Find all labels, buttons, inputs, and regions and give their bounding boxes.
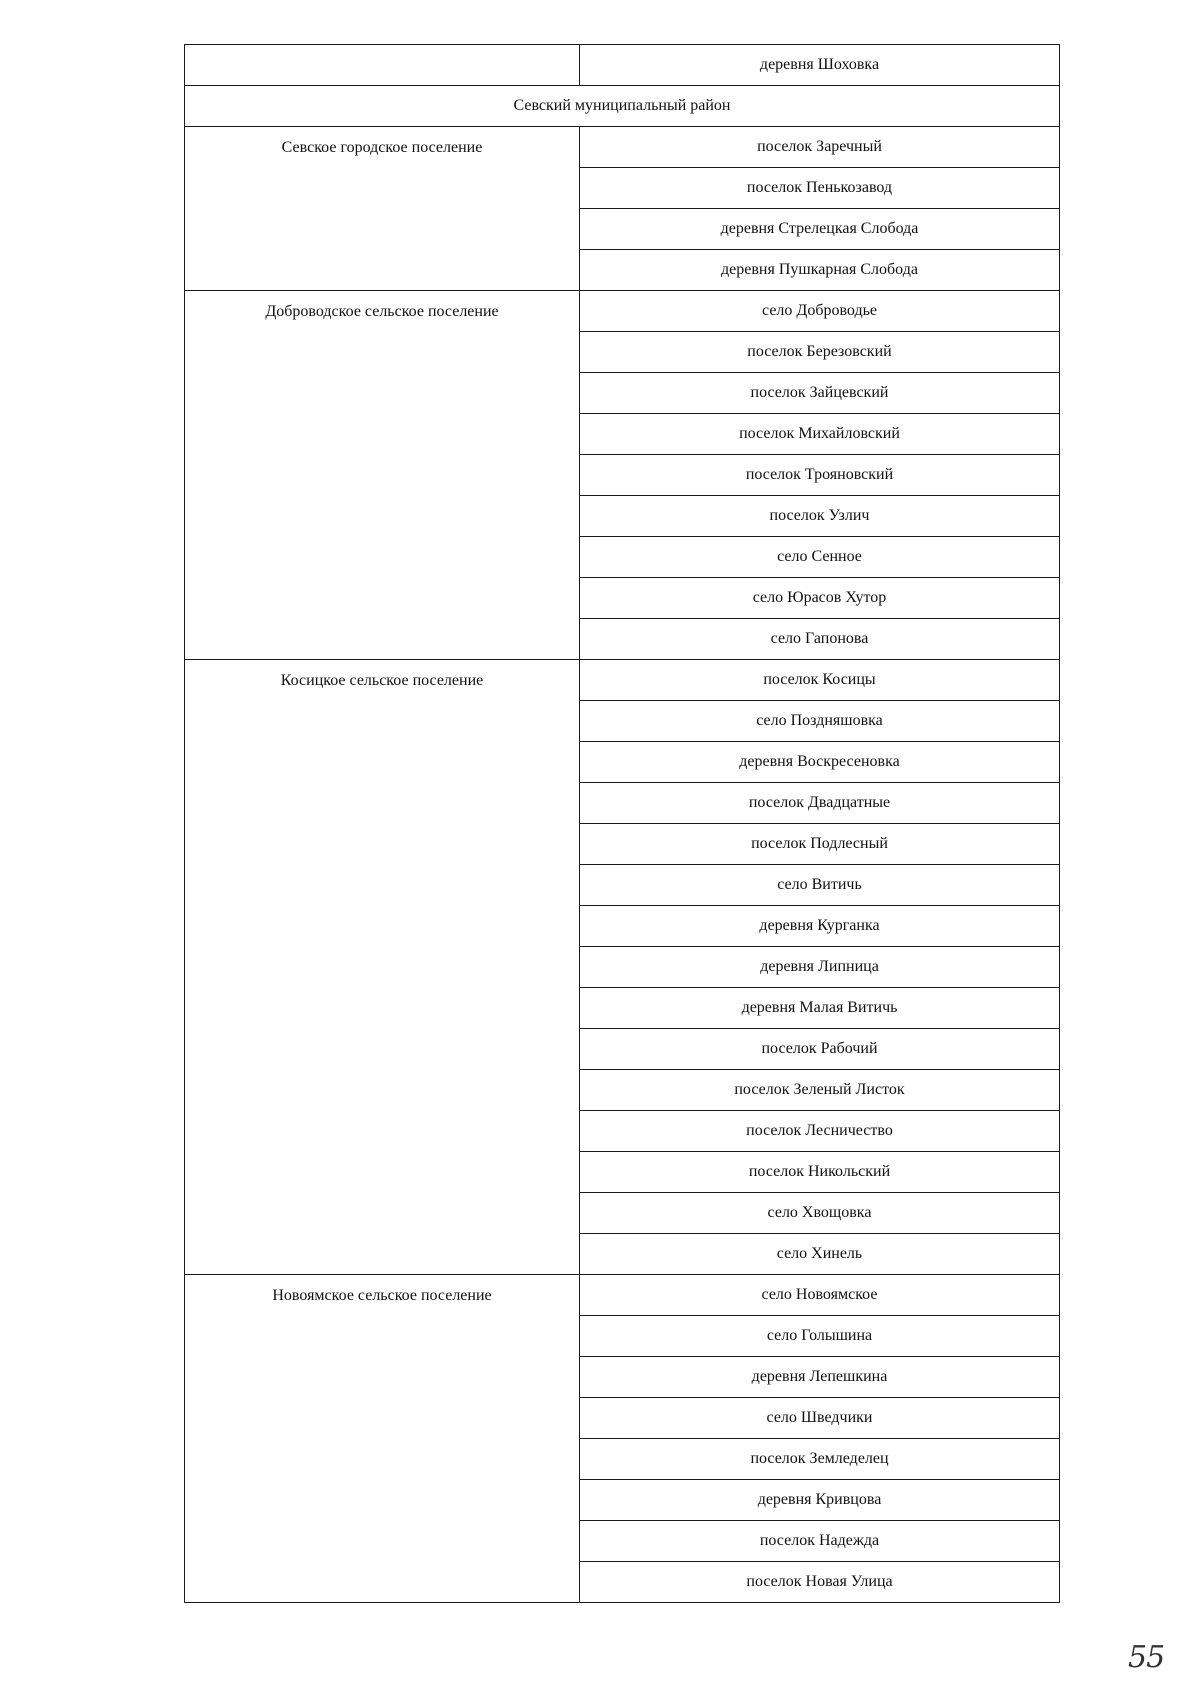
settlement-name: село Шведчики	[580, 1398, 1060, 1439]
region-title: Севский муниципальный район	[185, 86, 1060, 127]
table-row-first	[185, 45, 1060, 86]
settlement-name: поселок Березовский	[580, 332, 1060, 373]
settlement-name: село Новоямское	[580, 1275, 1060, 1316]
first-row-settlement-cell: деревня Шоховка	[580, 45, 1060, 86]
settlement-name: село Юрасов Хутор	[580, 578, 1060, 619]
settlement-group-name: Косицкое сельское поселение	[185, 660, 580, 1275]
settlement-name: деревня Малая Витичь	[580, 988, 1060, 1029]
settlement-name: деревня Курганка	[580, 906, 1060, 947]
table-row-region	[185, 86, 1060, 127]
settlement-name: село Голышина	[580, 1316, 1060, 1357]
first-row-left-cell	[185, 45, 580, 86]
settlements-table	[184, 44, 1060, 1603]
settlement-name: поселок Косицы	[580, 660, 1060, 701]
settlement-name: поселок Узлич	[580, 496, 1060, 537]
settlement-name: село Витичь	[580, 865, 1060, 906]
settlement-name: поселок Новая Улица	[580, 1562, 1060, 1603]
settlement-name: поселок Зайцевский	[580, 373, 1060, 414]
table-row	[185, 1275, 1060, 1316]
settlement-name: село Хвощовка	[580, 1193, 1060, 1234]
page-number: 55	[1128, 1640, 1165, 1675]
settlement-name: поселок Земледелец	[580, 1439, 1060, 1480]
settlement-name: село Доброводье	[580, 291, 1060, 332]
settlement-name: деревня Стрелецкая Слобода	[580, 209, 1060, 250]
settlements-table-body	[185, 45, 1060, 1603]
settlement-name: поселок Надежда	[580, 1521, 1060, 1562]
settlement-name: деревня Пушкарная Слобода	[580, 250, 1060, 291]
settlement-group-name: Доброводское сельское поселение	[185, 291, 580, 660]
table-row	[185, 291, 1060, 332]
settlement-name: деревня Воскресеновка	[580, 742, 1060, 783]
settlement-name: поселок Рабочий	[580, 1029, 1060, 1070]
settlement-name: деревня Липница	[580, 947, 1060, 988]
settlement-name: поселок Подлесный	[580, 824, 1060, 865]
settlement-name: поселок Пенькозавод	[580, 168, 1060, 209]
settlement-name: поселок Двадцатные	[580, 783, 1060, 824]
settlement-name: поселок Никольский	[580, 1152, 1060, 1193]
settlement-name: деревня Кривцова	[580, 1480, 1060, 1521]
settlement-name: поселок Трояновский	[580, 455, 1060, 496]
settlement-name: поселок Зеленый Листок	[580, 1070, 1060, 1111]
settlement-name: поселок Заречный	[580, 127, 1060, 168]
settlement-group-name: Севское городское поселение	[185, 127, 580, 291]
settlement-name: село Гапонова	[580, 619, 1060, 660]
settlement-group-name: Новоямское сельское поселение	[185, 1275, 580, 1603]
settlement-name: поселок Лесничество	[580, 1111, 1060, 1152]
table-row	[185, 127, 1060, 168]
settlement-name: поселок Михайловский	[580, 414, 1060, 455]
settlement-name: село Хинель	[580, 1234, 1060, 1275]
settlement-name: село Поздняшовка	[580, 701, 1060, 742]
settlement-name: село Сенное	[580, 537, 1060, 578]
settlement-name: деревня Лепешкина	[580, 1357, 1060, 1398]
table-row	[185, 660, 1060, 701]
